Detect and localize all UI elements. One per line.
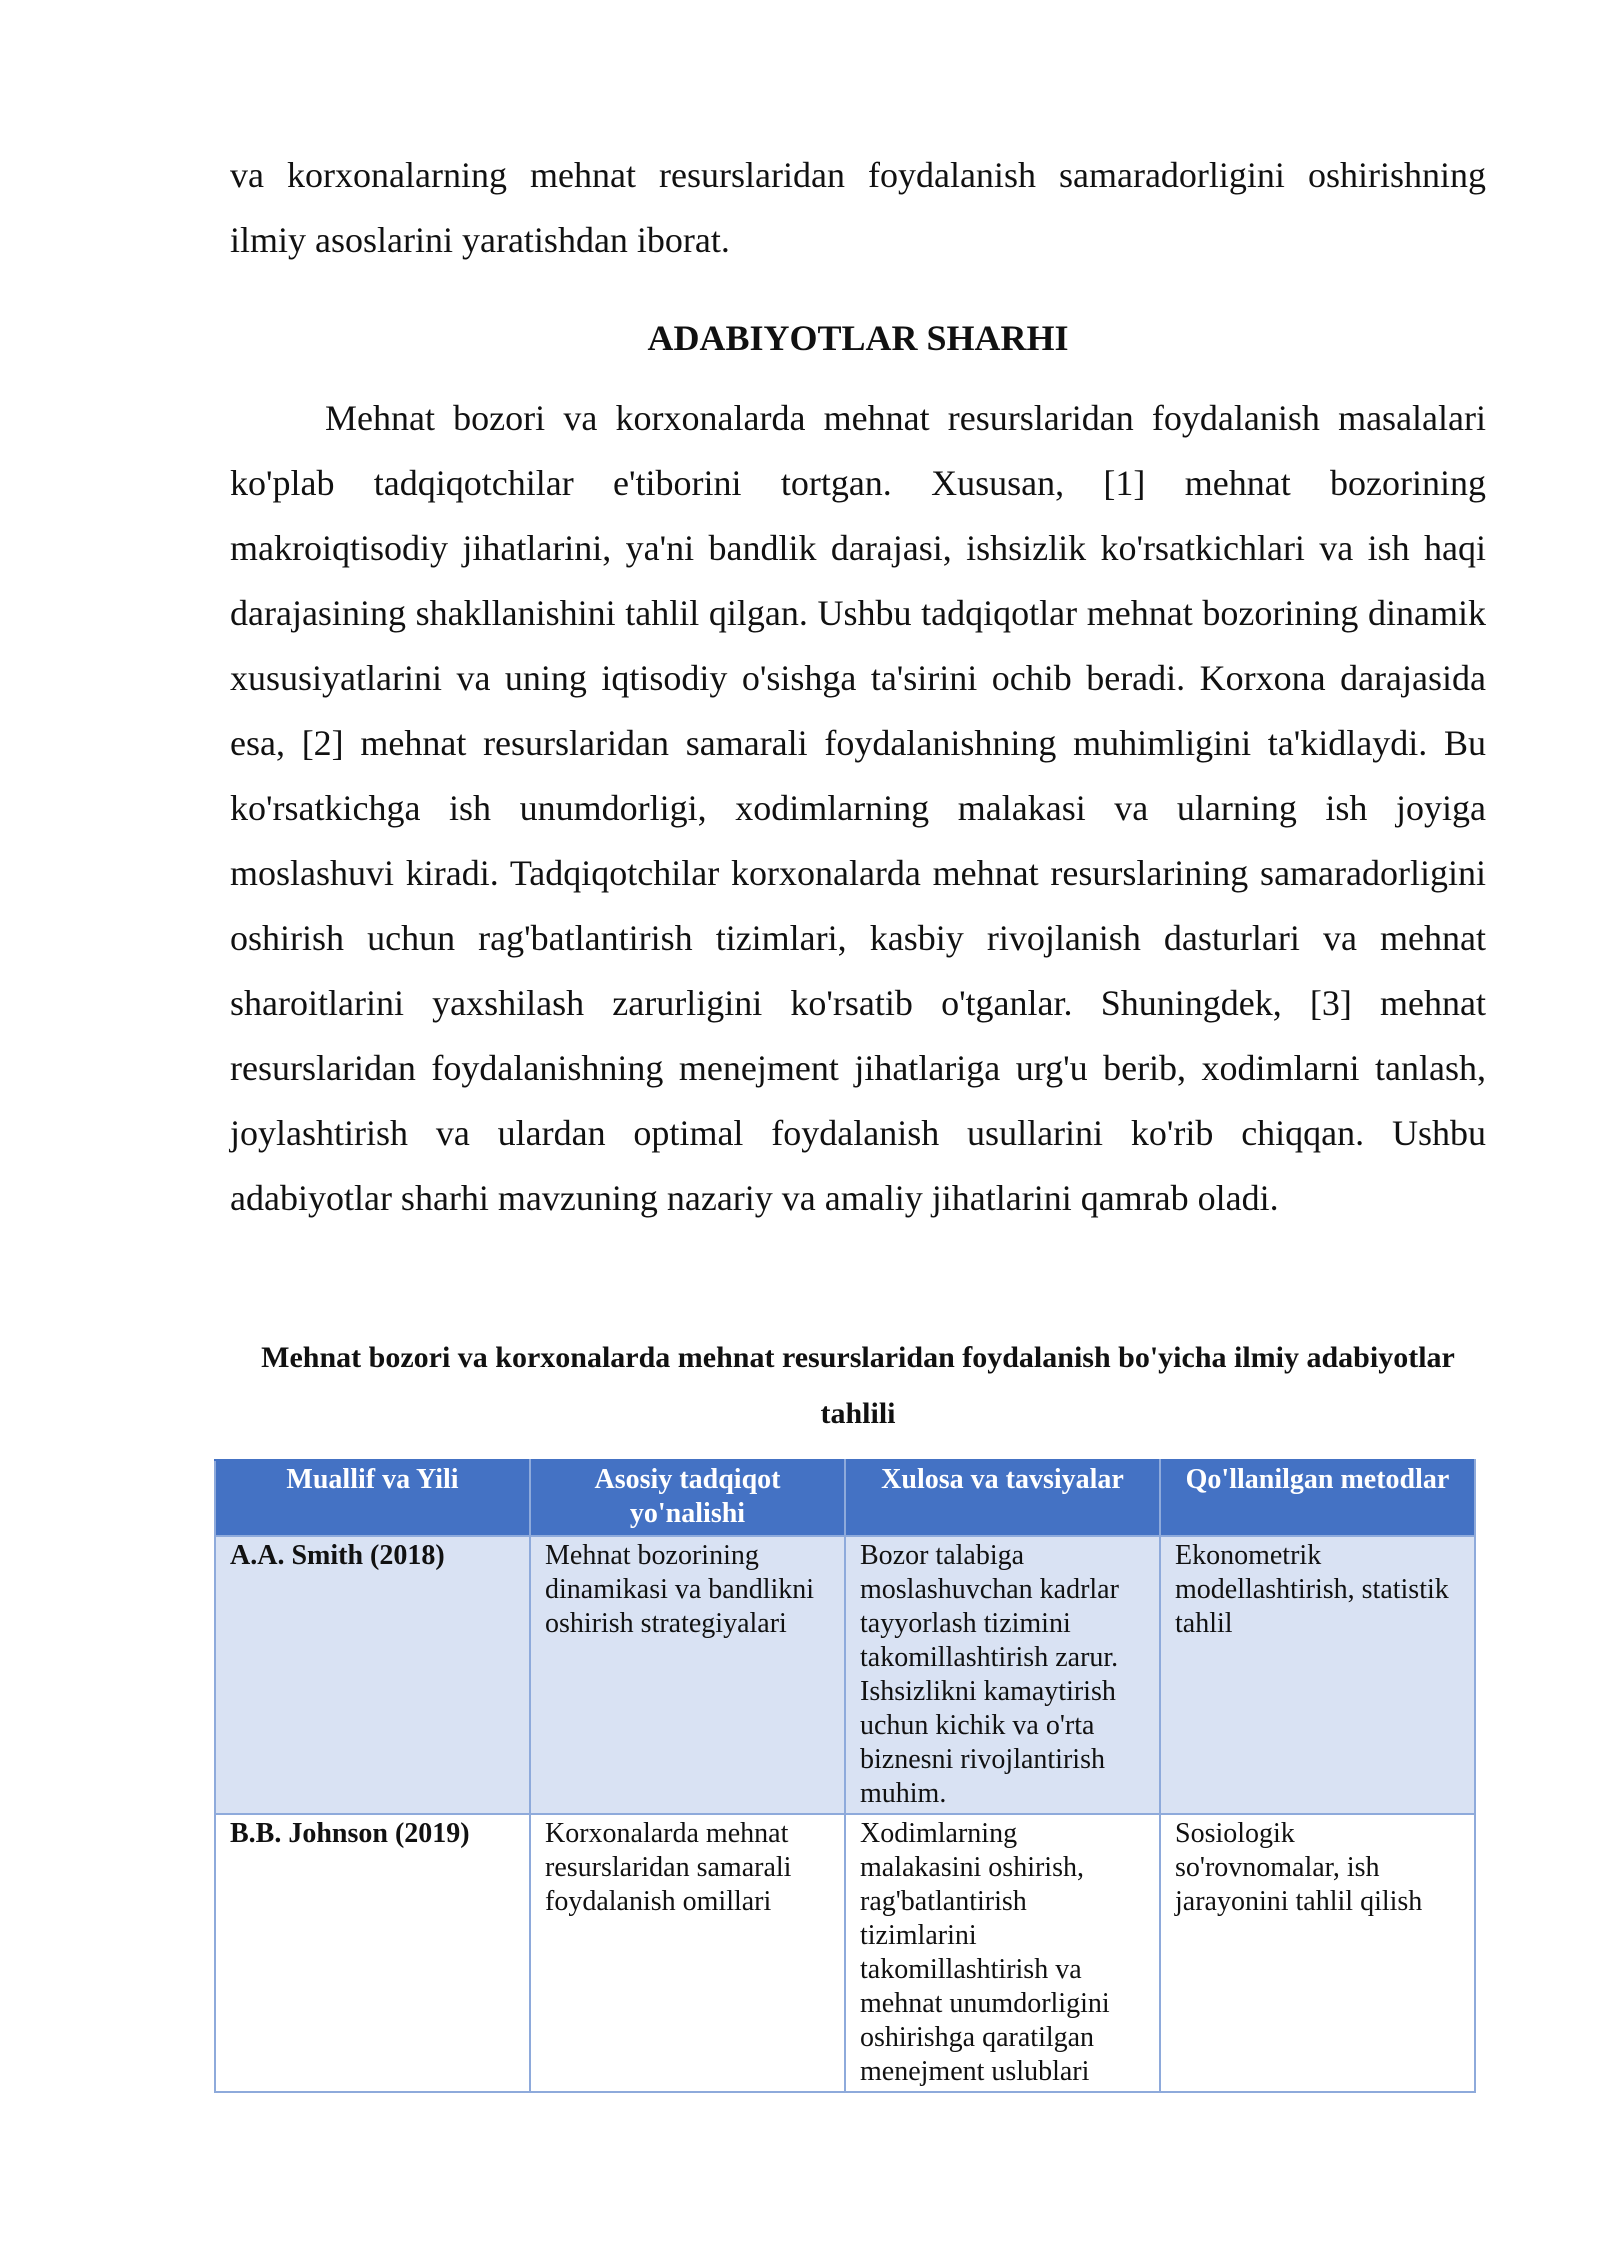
header-author-year: Muallif va Yili	[215, 1460, 530, 1536]
cell-author: A.A. Smith (2018)	[215, 1536, 530, 1814]
literature-table	[214, 1459, 1476, 2093]
cell-author: B.B. Johnson (2019)	[215, 1814, 530, 2092]
table-caption: Mehnat bozori va korxonalarda mehnat resurslaridan foydalanish bo'yicha ilmiy adabiyotlar tahlili	[261, 1341, 1455, 1430]
table-row	[215, 1536, 1475, 1814]
header-research-direction: Asosiy tadqiqot yo'nalishi	[530, 1460, 845, 1536]
cell-methods: Sosiologik so'rovnomalar, ish jarayonini tahlil qilish	[1160, 1814, 1475, 2092]
header-conclusions: Xulosa va tavsiyalar	[845, 1460, 1160, 1536]
literature-review-paragraph: Mehnat bozori va korxonalarda mehnat resurslaridan foydalanish masalalari ko'plab tadqiqotchilar e'tiborini tortgan. Xususan, [1] mehnat bozorining makroiqtisodiy jihatlarini, ya'ni bandlik darajasi, ishsizlik ko'rsatkichlari va ish haqi darajasining shakllanishini tahlil qilgan. Ushbu tadqiqotlar mehnat bozorining dinamik xususiyatlarini va uning iqtisodiy o'sishga ta'sirini ochib beradi. Korxona darajasida esa, [2] mehnat resurslaridan samarali foydalanishning muhimligini ta'kidlaydi. Bu ko'rsatkichga ish unumdorligi, xodimlarning malakasi va ularning ish joyiga moslashuvi kiradi. Tadqiqotchilar korxonalarda mehnat resurslarining samaradorligini oshirish uchun rag'batlantirish tizimlari, kasbiy rivojlanish dasturlari va mehnat sharoitlarini yaxshilash zarurligini ko'rsatib o'tganlar. Shuningdek, [3] mehnat resurslaridan foydalanishning menejment jihatlariga urg'u berib, xodimlarni tanlash, joylashtirish va ulardan optimal foydalanish usullarini ko'rib chiqqan. Ushbu adabiyotlar sharhi mavzuning nazariy va amaliy jihatlarini qamrab oladi.	[230, 398, 1486, 1218]
intro-paragraph: va korxonalarning mehnat resurslaridan foydalanish samaradorligini oshirishning ilmiy asoslarini yaratishdan iborat.	[230, 155, 1486, 260]
section-heading: ADABIYOTLAR SHARHI	[647, 318, 1069, 358]
cell-conclusion: Xodimlarning malakasini oshirish, rag'batlantirish tizimlarini takomillashtirish va mehnat unumdorligini oshirishga qaratilgan menejment uslublari	[845, 1814, 1160, 2092]
cell-direction: Mehnat bozorining dinamikasi va bandlikni oshirish strategiyalari	[530, 1536, 845, 1814]
cell-methods: Ekonometrik modellashtirish, statistik tahlil	[1160, 1536, 1475, 1814]
cell-direction: Korxonalarda mehnat resurslaridan samarali foydalanish omillari	[530, 1814, 845, 2092]
table-row	[215, 1814, 1475, 2092]
header-methods: Qo'llanilgan metodlar	[1160, 1460, 1475, 1536]
table-header-row	[215, 1460, 1475, 1536]
cell-conclusion: Bozor talabiga moslashuvchan kadrlar tayyorlash tizimini takomillashtirish zarur. Ishsizlikni kamaytirish uchun kichik va o'rta biznesni rivojlantirish muhim.	[845, 1536, 1160, 1814]
